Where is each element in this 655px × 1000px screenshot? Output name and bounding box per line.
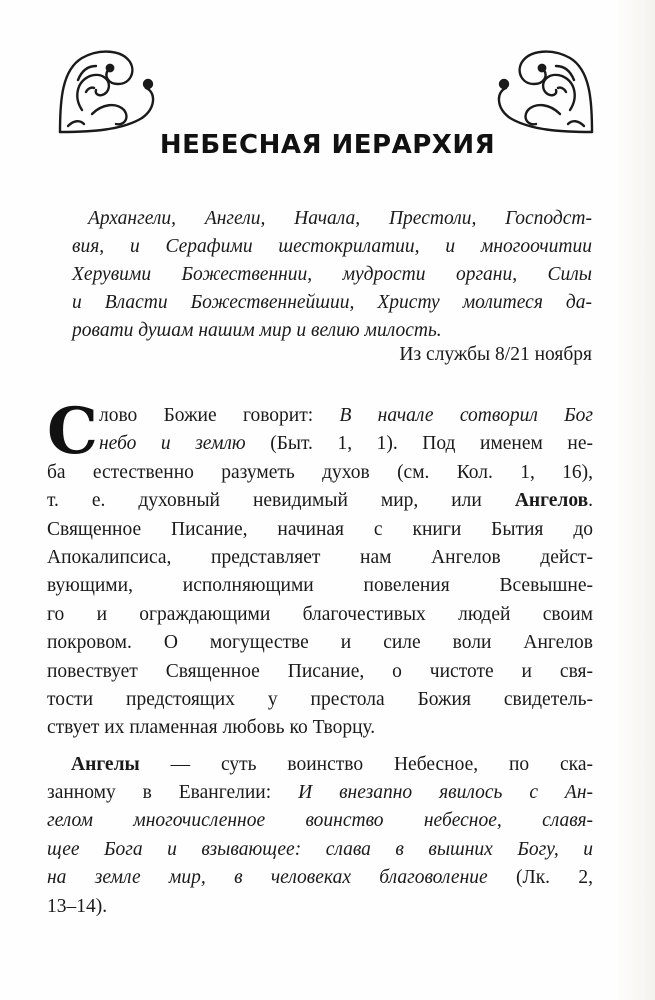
- paragraph-line: [47, 430, 593, 458]
- line-text: лово Божие говорит:: [99, 405, 340, 426]
- scripture-quote: В начале сотворил Бог: [339, 405, 593, 426]
- page-title: НЕБЕСНАЯ ИЕРАРХИЯ: [159, 130, 496, 160]
- line-text: (Быт. 1, 1). Под именем не-: [245, 433, 593, 455]
- line-text: занному в Евангелии:: [47, 782, 299, 804]
- paragraph-line: вующими, исполняющими повеления Всевышне-: [47, 575, 593, 597]
- corner-flourish-left-icon: [52, 40, 162, 140]
- scripture-quote: И внезапно явилось с Ан-: [298, 782, 593, 804]
- epigraph-line: Херувими Божественнии, мудрости органи, Силы: [72, 264, 592, 285]
- paragraph-line: гелом многочисленное воинство небесное, славя-: [47, 810, 593, 832]
- paragraph-line: повествует Священное Писание, о чистоте и свя-: [47, 660, 593, 682]
- paragraph-line: щее Бога и взывающее: слава в вышних Богу, и: [47, 838, 593, 860]
- paragraph-line: ба естественно разуметь духов (см. Кол. 1, 16),: [47, 461, 593, 483]
- paragraph-line: тости предстоящих у престола Божия свидетель-: [47, 688, 593, 710]
- epigraph-line: и Власти Божественнейшии, Христу молитеся да-: [72, 292, 592, 313]
- line-text: (Лк. 2,: [487, 867, 593, 889]
- paragraph-line: [47, 751, 593, 779]
- paragraph-line: го и ограждающими благочестивых людей своим: [47, 603, 593, 625]
- paragraph-line: покровом. О могуществе и силе воли Ангелов: [47, 632, 593, 654]
- epigraph-line: ровати душам нашим мир и велию милость.: [72, 320, 442, 341]
- paragraph-line: Апокалипсиса, представляет нам Ангелов дейст-: [47, 546, 593, 568]
- paragraph-line: [47, 487, 593, 515]
- paragraph-line: 13–14).: [47, 895, 108, 917]
- body-text: [47, 394, 593, 921]
- epigraph-line: Архангели, Ангели, Начала, Престоли, Господст-: [88, 208, 592, 229]
- bold-term: Ангелы: [71, 753, 140, 775]
- paragraph-line: Священное Писание, начиная с книги Бытия до: [47, 518, 593, 540]
- paragraph-spacer: [47, 743, 593, 751]
- scripture-quote: на земле мир, в человеках благоволение: [47, 867, 488, 889]
- epigraph: [72, 205, 592, 345]
- paragraph-line: [47, 779, 593, 807]
- epigraph-line: вия, и Серафими шестокрилатии, и многоочитии: [72, 236, 592, 257]
- paragraph-line: [47, 402, 593, 430]
- drop-cap: С: [47, 394, 98, 469]
- epigraph-source: Из службы 8/21 ноября: [399, 344, 592, 365]
- line-text: — суть воинство Небесное, по ска-: [139, 753, 593, 775]
- line-text: т. е. духовный невидимый мир, или: [47, 490, 515, 512]
- corner-flourish-right-icon: [490, 40, 600, 140]
- line-text: .: [588, 490, 593, 512]
- paragraph-line: [47, 864, 593, 892]
- scripture-quote: небо и землю: [99, 433, 246, 455]
- paragraph-line: ствует их пламенная любовь ко Творцу.: [47, 717, 376, 739]
- bold-term: Ангелов: [514, 490, 589, 512]
